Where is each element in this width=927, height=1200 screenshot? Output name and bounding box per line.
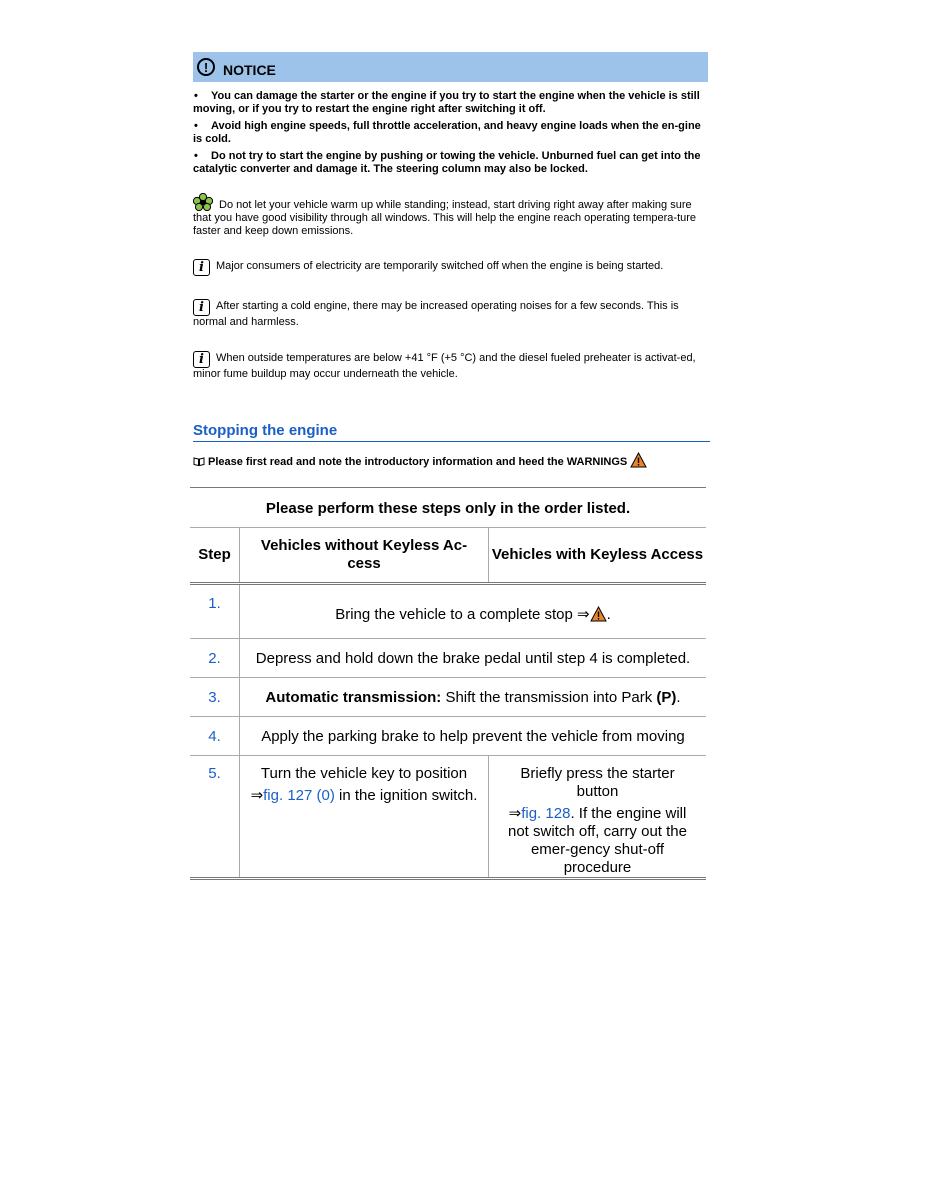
step-text: Bring the vehicle to a complete stop ⇒ . [240, 584, 707, 639]
step-number: 5. [190, 756, 240, 879]
environment-note [193, 193, 713, 238]
steps-table [190, 487, 706, 880]
warnings-link[interactable]: Please first read and note the introductory information and heed the WARNINGS [208, 456, 628, 468]
fig-127-link[interactable]: fig. 127 (0) [263, 787, 335, 804]
info-note: i Major consumers of electricity are temporarily switched off when the engine is being started. [193, 259, 713, 276]
notice-item: • Avoid high engine speeds, full throttle acceleration, and heavy engine loads when the en-gine is cold. [193, 120, 701, 145]
step-text-with-keyless: Briefly press the starter button ⇒fig. 128. If the engine will not switch off, carry out the emer-gency shut-off procedure [489, 756, 707, 879]
fig-128-link[interactable]: fig. 128 [521, 805, 571, 822]
book-icon [193, 457, 205, 466]
intro-line [193, 452, 647, 468]
environment-note-text: Do not let your vehicle warm up while standing; instead, start driving right away after making sure that you have good visibility through all windows. This will help the engine reach operating tempera-ture faster and keep down emissions. [193, 199, 697, 237]
table-row [190, 717, 706, 756]
warning-triangle-icon[interactable] [590, 606, 607, 622]
flower-icon [193, 193, 213, 211]
table-caption: Please perform these steps only in the order listed. [190, 488, 706, 528]
info-note: i When outside temperatures are below +41 °F (+5 °C) and the diesel fueled preheater is activat-ed, minor fume buildup may occur underneath the vehicle. [193, 352, 696, 380]
table-row [190, 678, 706, 717]
step-number: 1. [190, 584, 240, 639]
info-icon: i [193, 351, 210, 368]
header-step: Step [190, 528, 240, 584]
step-text-without-keyless: Turn the vehicle key to position ⇒fig. 127 (0) in the ignition switch. [240, 756, 489, 879]
info-icon: i [193, 259, 210, 276]
section-title: Stopping the engine [193, 422, 710, 442]
step-number: 4. [190, 717, 240, 756]
notice-item: • Do not try to start the engine by pushing or towing the vehicle. Unburned fuel can get into the catalytic converter and damage it. The steering column may also be locked. [193, 150, 701, 175]
step-text: Automatic transmission: Shift the transmission into Park (P). [240, 678, 707, 717]
table-row [190, 756, 706, 879]
step-number: 2. [190, 639, 240, 678]
table-row [190, 584, 706, 639]
info-note: i After starting a cold engine, there may be increased operating noises for a few seconds. This is normal and harmless. [193, 300, 679, 328]
table-row [190, 639, 706, 678]
exclamation-circle-icon: ! [197, 58, 215, 76]
notice-item: • You can damage the starter or the engine if you try to start the engine when the vehicle is still moving, or if you try to restart the engine right after switching it off. [193, 90, 700, 115]
step-text: Apply the parking brake to help prevent the vehicle from moving [240, 717, 707, 756]
header-with-keyless: Vehicles with Keyless Access [489, 528, 707, 584]
step-text: Depress and hold down the brake pedal until step 4 is completed. [240, 639, 707, 678]
notice-list [193, 90, 708, 180]
step-number: 3. [190, 678, 240, 717]
notice-title: NOTICE [223, 62, 276, 78]
warning-triangle-icon [630, 452, 647, 468]
header-without-keyless: Vehicles without Keyless Ac-cess [240, 528, 489, 584]
info-icon: i [193, 299, 210, 316]
notice-header [193, 52, 708, 82]
